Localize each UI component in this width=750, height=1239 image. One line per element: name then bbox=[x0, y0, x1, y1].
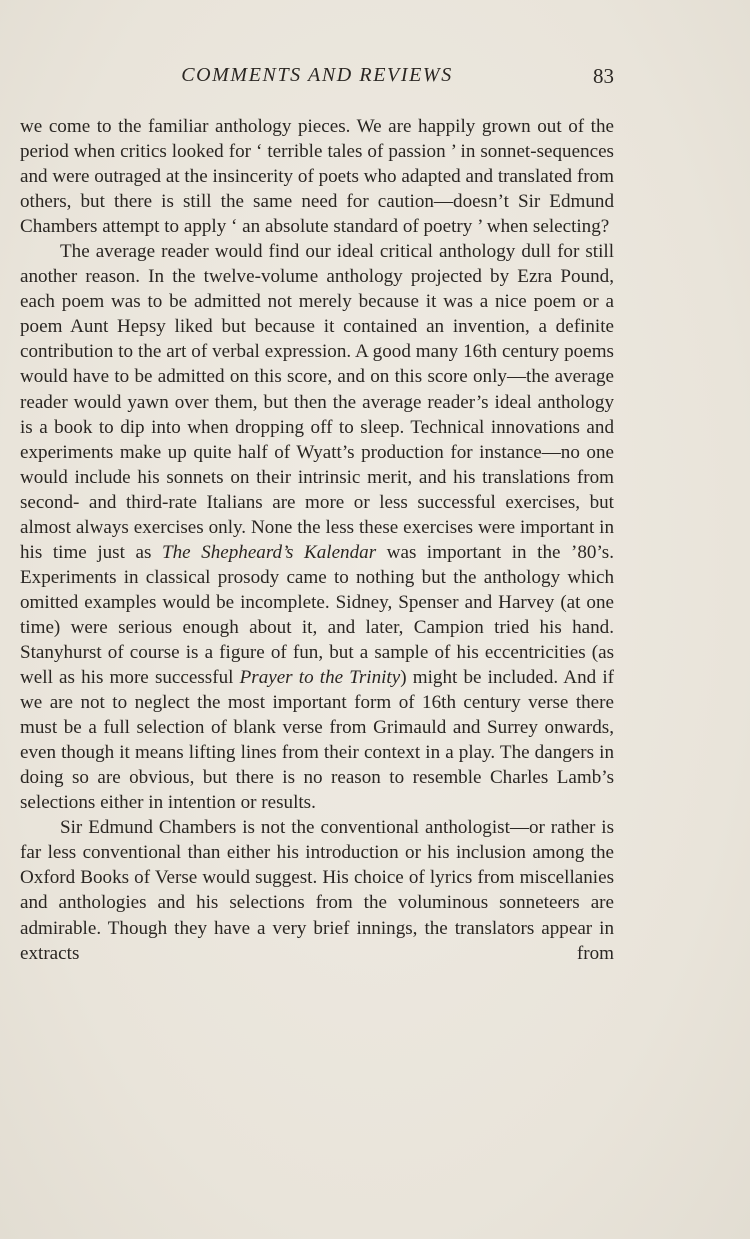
running-title: COMMENTS AND REVIEWS bbox=[181, 64, 453, 86]
paragraph-2-text-a: The average reader would find our ideal critical anthology dull for still another reason. In the twelve-volume anthology projected by Ezra Pound, each poem was to be admitted not merely because it was a nice poem or a poem Aunt Hepsy liked but because it contained an invention, a definite contribution to the art of verbal expression. A good many 16th century poems would have to be admitted on this score, and on this score only—the average reader would yawn over them, but then the average reader’s ideal anthology is a book to dip into when dropping off to sleep. Technical innovations and experiments make up quite half of Wyatt’s production for instance—no one would include his sonnets on their intrinsic merit, and his translations from second- and third-rate Italians are more or less successful exercises, but almost always exercises only. None the less these exercises were important in his time just as bbox=[20, 241, 614, 563]
running-head bbox=[20, 64, 614, 94]
paragraph-2-text-b: was important in the ’80’s. Experiments in classical prosody came to nothing but the anthology which omitted examples would be incomplete. Sidney, Spenser and Harvey (at one time) were serious enough about it, and later, Campion tried his hand. Stanyhurst of course is a figure of fun, but a sample of his eccentricities (as well as his more successful bbox=[20, 541, 614, 689]
title-shepheards-kalendar: The Shepheard’s Kalendar bbox=[161, 541, 377, 563]
paragraph-1: we come to the familiar anthology pieces. We are happily grown out of the period when critics looked for ‘ terrible tales of passion ’ in sonnet-sequences and were outraged at the insincerity of poets who adapted and translated from others, but there is still the same need for caution—doesn’t Sir Edmund Chambers attempt to apply ‘ an absolute standard of poetry ’ when selecting? bbox=[20, 116, 614, 238]
paragraph-2 bbox=[20, 239, 614, 815]
paragraph-2-text-c: ) might be included. And if we are not to neglect the most important form of 16th century verse there must be a full selection of blank verse from Grimauld and Surrey onwards, even though it means lifting lines from their context in a play. The dangers in doing so are obvious, but there is no reason to resemble Charles Lamb’s selections either in intention or results. bbox=[20, 667, 614, 814]
title-prayer-to-the-trinity: Prayer to the Trinity bbox=[239, 667, 401, 689]
page-number: 83 bbox=[593, 64, 614, 88]
paragraph-3: Sir Edmund Chambers is not the conventional anthologist—or rather is far less conventional than either his introduction or his inclusion among the Oxford Books of Verse would suggest. His choice of lyrics from miscellanies and anthologies and his selections from the voluminous sonneteers are admirable. Though they have a very brief innings, the translators appear in extracts from bbox=[20, 817, 614, 964]
body-text bbox=[20, 114, 614, 966]
